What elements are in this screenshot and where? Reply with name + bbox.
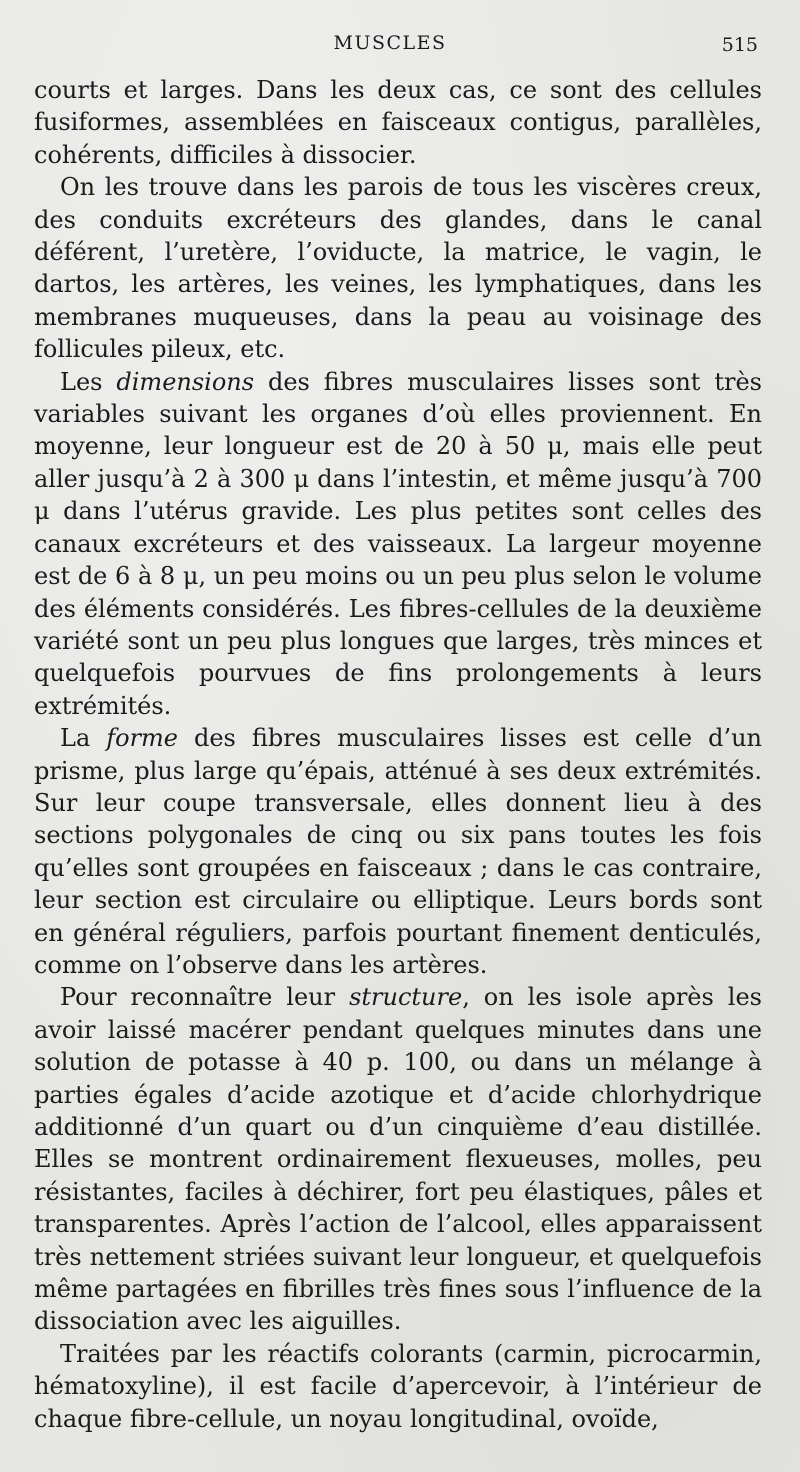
text-run: Les bbox=[60, 367, 117, 396]
text-run: Traitées par les réactifs colorants (carmin, picrocarmin, hématoxyline), il est facile d’apercevoir, à l’intérieur de chaque fibre-cellule, un noyau longitudinal, ovoïde, bbox=[34, 1339, 762, 1433]
body-text bbox=[34, 74, 762, 1435]
paragraph bbox=[34, 981, 762, 1337]
paragraph bbox=[34, 722, 762, 981]
page-number: 515 bbox=[721, 34, 758, 56]
italic-term: structure bbox=[349, 983, 463, 1012]
text-run: La bbox=[60, 724, 107, 753]
paragraph bbox=[34, 1338, 762, 1435]
text-run: des fibres musculaires lisses sont très variables suivant les organes d’où elles proviennent. En moyenne, leur longueur est de 20 à 50 μ, mais elle peut aller jusqu’à 2 à 300 μ dans l’intestin, et même jusqu’à 700 μ dans l’utérus gravide. Les plus petites sont celles des canaux excréteurs et des vaisseaux. La largeur moyenne est de 6 à 8 μ, un peu moins ou un peu plus selon le volume des éléments considérés. Les fibres-cellules de la deuxième variété sont un peu plus longues que larges, très minces et quelquefois pourvues de fins prolongements à leurs extrémités. bbox=[34, 367, 762, 720]
text-run: , on les isole après les avoir laissé macérer pendant quelques minutes dans une solution de potasse à 40 p. 100, ou dans un mélange à parties égales d’acide azotique et d’acide chlorhydrique additionné d’un quart ou d’un cinquième d’eau distillée. Elles se montrent ordinairement flexueuses, molles, peu résistantes, faciles à déchirer, fort peu élastiques, pâles et transparentes. Après l’action de l’alcool, elles apparaissent très nettement striées suivant leur longueur, et quelquefois même partagées en fibrilles très fines sous l’influence de la dissociation avec les aiguilles. bbox=[34, 983, 762, 1336]
italic-term: forme bbox=[106, 724, 178, 753]
paragraph bbox=[34, 171, 762, 365]
text-run: On les trouve dans les parois de tous les viscères creux, des conduits excréteurs des glandes, dans le canal déférent, l’uretère, l’oviducte, la matrice, le vagin, le dartos, les artères, les veines, les lymphatiques, dans les membranes muqueuses, dans la peau au voisinage des follicules pileux, etc. bbox=[34, 173, 762, 364]
paragraph bbox=[34, 74, 762, 171]
italic-term: dimensions bbox=[116, 367, 255, 396]
running-head: MUSCLES bbox=[333, 32, 447, 54]
text-run: Pour reconnaître leur bbox=[60, 983, 350, 1012]
page-header bbox=[0, 32, 800, 62]
text-run: courts et larges. Dans les deux cas, ce sont des cellules fusiformes, assemblées en faisceaux contigus, parallèles, cohérents, difficiles à dissocier. bbox=[34, 76, 762, 169]
paragraph bbox=[34, 366, 762, 722]
text-run: des fibres musculaires lisses est celle d’un prisme, plus large qu’épais, atténué à ses deux extrémités. Sur leur coupe transversale, elles donnent lieu à des sections polygonales de cinq ou six pans toutes les fois qu’elles sont groupées en faisceaux ; dans le cas contraire, leur section est circulaire ou elliptique. Leurs bords sont en général réguliers, parfois pourtant finement denticulés, comme on l’observe dans les artères. bbox=[34, 724, 762, 979]
